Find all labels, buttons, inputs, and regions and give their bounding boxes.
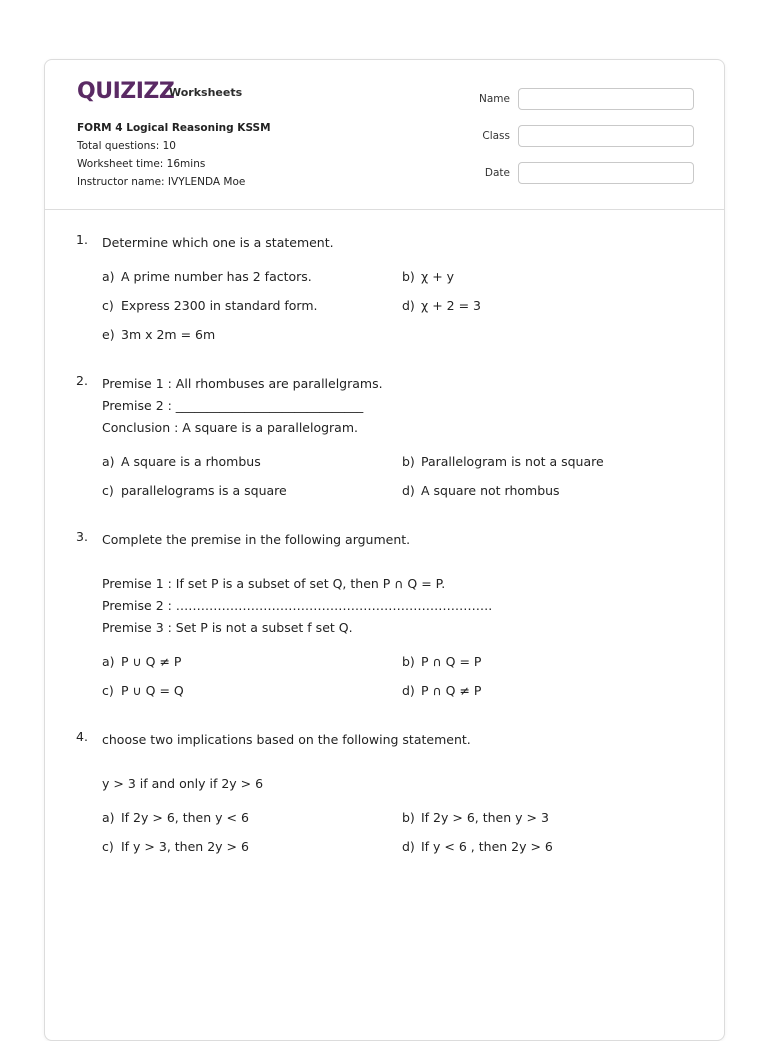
option-text: If 2y > 6, then y < 6 <box>121 810 249 825</box>
option-text: 3m x 2m = 6m <box>121 327 216 342</box>
question-stem-line: y > 3 if and only if 2y > 6 <box>102 776 264 791</box>
option-letter: d) <box>402 839 415 854</box>
option-letter: a) <box>102 454 115 469</box>
option-letter: a) <box>102 654 115 669</box>
question-number: 1. <box>76 232 88 247</box>
quizizz-logo <box>77 79 174 107</box>
question-number: 4. <box>76 729 88 744</box>
option-b[interactable] <box>402 803 702 832</box>
option-d[interactable] <box>402 291 702 320</box>
question-stem-line: choose two implications based on the following statement. <box>102 732 471 747</box>
date-label: Date <box>484 167 510 179</box>
option-letter: a) <box>102 269 115 284</box>
class-field[interactable] <box>518 125 694 147</box>
name-field[interactable] <box>518 88 694 110</box>
question-stem-line: Premise 3 : Set P is not a subset f set Q. <box>102 620 353 635</box>
date-field[interactable] <box>518 162 694 184</box>
logo-text: QUIZIZZ <box>77 79 175 104</box>
class-field-row <box>470 124 694 148</box>
option-text: P ∩ Q = P <box>421 654 482 669</box>
option-letter: c) <box>102 683 114 698</box>
option-text: P ∪ Q ≠ P <box>121 654 182 669</box>
logo-subtitle: Worksheets <box>169 86 243 99</box>
options <box>102 447 696 505</box>
option-text: χ + y <box>421 269 455 284</box>
question-3 <box>76 529 696 705</box>
option-d[interactable] <box>402 832 702 861</box>
question-stem-line: Premise 2 : ______________________________ <box>102 398 364 413</box>
name-field-row <box>470 87 694 111</box>
option-text: parallelograms is a square <box>121 483 287 498</box>
instructor-name: Instructor name: IVYLENDA Moe <box>77 176 246 188</box>
option-a[interactable] <box>102 803 402 832</box>
question-stem-line: Premise 1 : If set P is a subset of set Q, then P ∩ Q = P. <box>102 576 446 591</box>
question-4 <box>76 729 696 861</box>
worksheet-time: Worksheet time: 16mins <box>77 158 206 170</box>
option-a[interactable] <box>102 647 402 676</box>
name-label: Name <box>479 93 510 105</box>
option-b[interactable] <box>402 447 702 476</box>
class-label: Class <box>482 130 510 142</box>
option-text: If y < 6 , then 2y > 6 <box>421 839 553 854</box>
option-c[interactable] <box>102 291 402 320</box>
option-letter: b) <box>402 454 415 469</box>
option-text: A prime number has 2 factors. <box>121 269 312 284</box>
option-b[interactable] <box>402 262 702 291</box>
option-a[interactable] <box>102 262 402 291</box>
question-stem-line: Premise 1 : All rhombuses are parallelgrams. <box>102 376 383 391</box>
question-number: 3. <box>76 529 88 544</box>
option-text: P ∪ Q = Q <box>121 683 184 698</box>
option-text: χ + 2 = 3 <box>421 298 481 313</box>
option-d[interactable] <box>402 676 702 705</box>
option-letter: c) <box>102 483 114 498</box>
option-letter: b) <box>402 810 415 825</box>
worksheet-title: FORM 4 Logical Reasoning KSSM <box>77 122 271 134</box>
option-letter: b) <box>402 654 415 669</box>
option-text: Express 2300 in standard form. <box>121 298 318 313</box>
option-text: Parallelogram is not a square <box>421 454 604 469</box>
option-c[interactable] <box>102 476 402 505</box>
option-e[interactable] <box>102 320 402 349</box>
option-text: If 2y > 6, then y > 3 <box>421 810 549 825</box>
question-stem-line: Premise 2 : …………………………………………………………………. <box>102 598 493 613</box>
question-stem: Determine which one is a statement. <box>102 235 334 250</box>
option-letter: c) <box>102 839 114 854</box>
worksheet-meta <box>77 119 271 191</box>
option-c[interactable] <box>102 676 402 705</box>
question-1 <box>76 232 696 349</box>
question-2 <box>76 373 696 505</box>
options <box>102 262 696 349</box>
option-letter: d) <box>402 298 415 313</box>
option-letter: c) <box>102 298 114 313</box>
option-letter: d) <box>402 483 415 498</box>
question-list <box>76 232 696 861</box>
option-text: P ∩ Q ≠ P <box>421 683 482 698</box>
worksheet-header <box>45 60 724 210</box>
options <box>102 803 696 861</box>
question-stem-line <box>102 551 696 573</box>
question-stem-line <box>102 751 696 773</box>
option-b[interactable] <box>402 647 702 676</box>
student-fields <box>470 87 694 198</box>
option-letter: a) <box>102 810 115 825</box>
option-c[interactable] <box>102 832 402 861</box>
option-text: If y > 3, then 2y > 6 <box>121 839 249 854</box>
option-a[interactable] <box>102 447 402 476</box>
date-field-row <box>470 161 694 185</box>
question-number: 2. <box>76 373 88 388</box>
option-letter: d) <box>402 683 415 698</box>
question-stem-line: Conclusion : A square is a parallelogram. <box>102 420 358 435</box>
option-text: A square not rhombus <box>421 483 560 498</box>
option-text: A square is a rhombus <box>121 454 261 469</box>
option-letter: b) <box>402 269 415 284</box>
question-stem-line: Complete the premise in the following argument. <box>102 532 411 547</box>
options <box>102 647 696 705</box>
total-questions: Total questions: 10 <box>77 140 176 152</box>
worksheet <box>44 59 725 1041</box>
option-letter: e) <box>102 327 115 342</box>
option-d[interactable] <box>402 476 702 505</box>
